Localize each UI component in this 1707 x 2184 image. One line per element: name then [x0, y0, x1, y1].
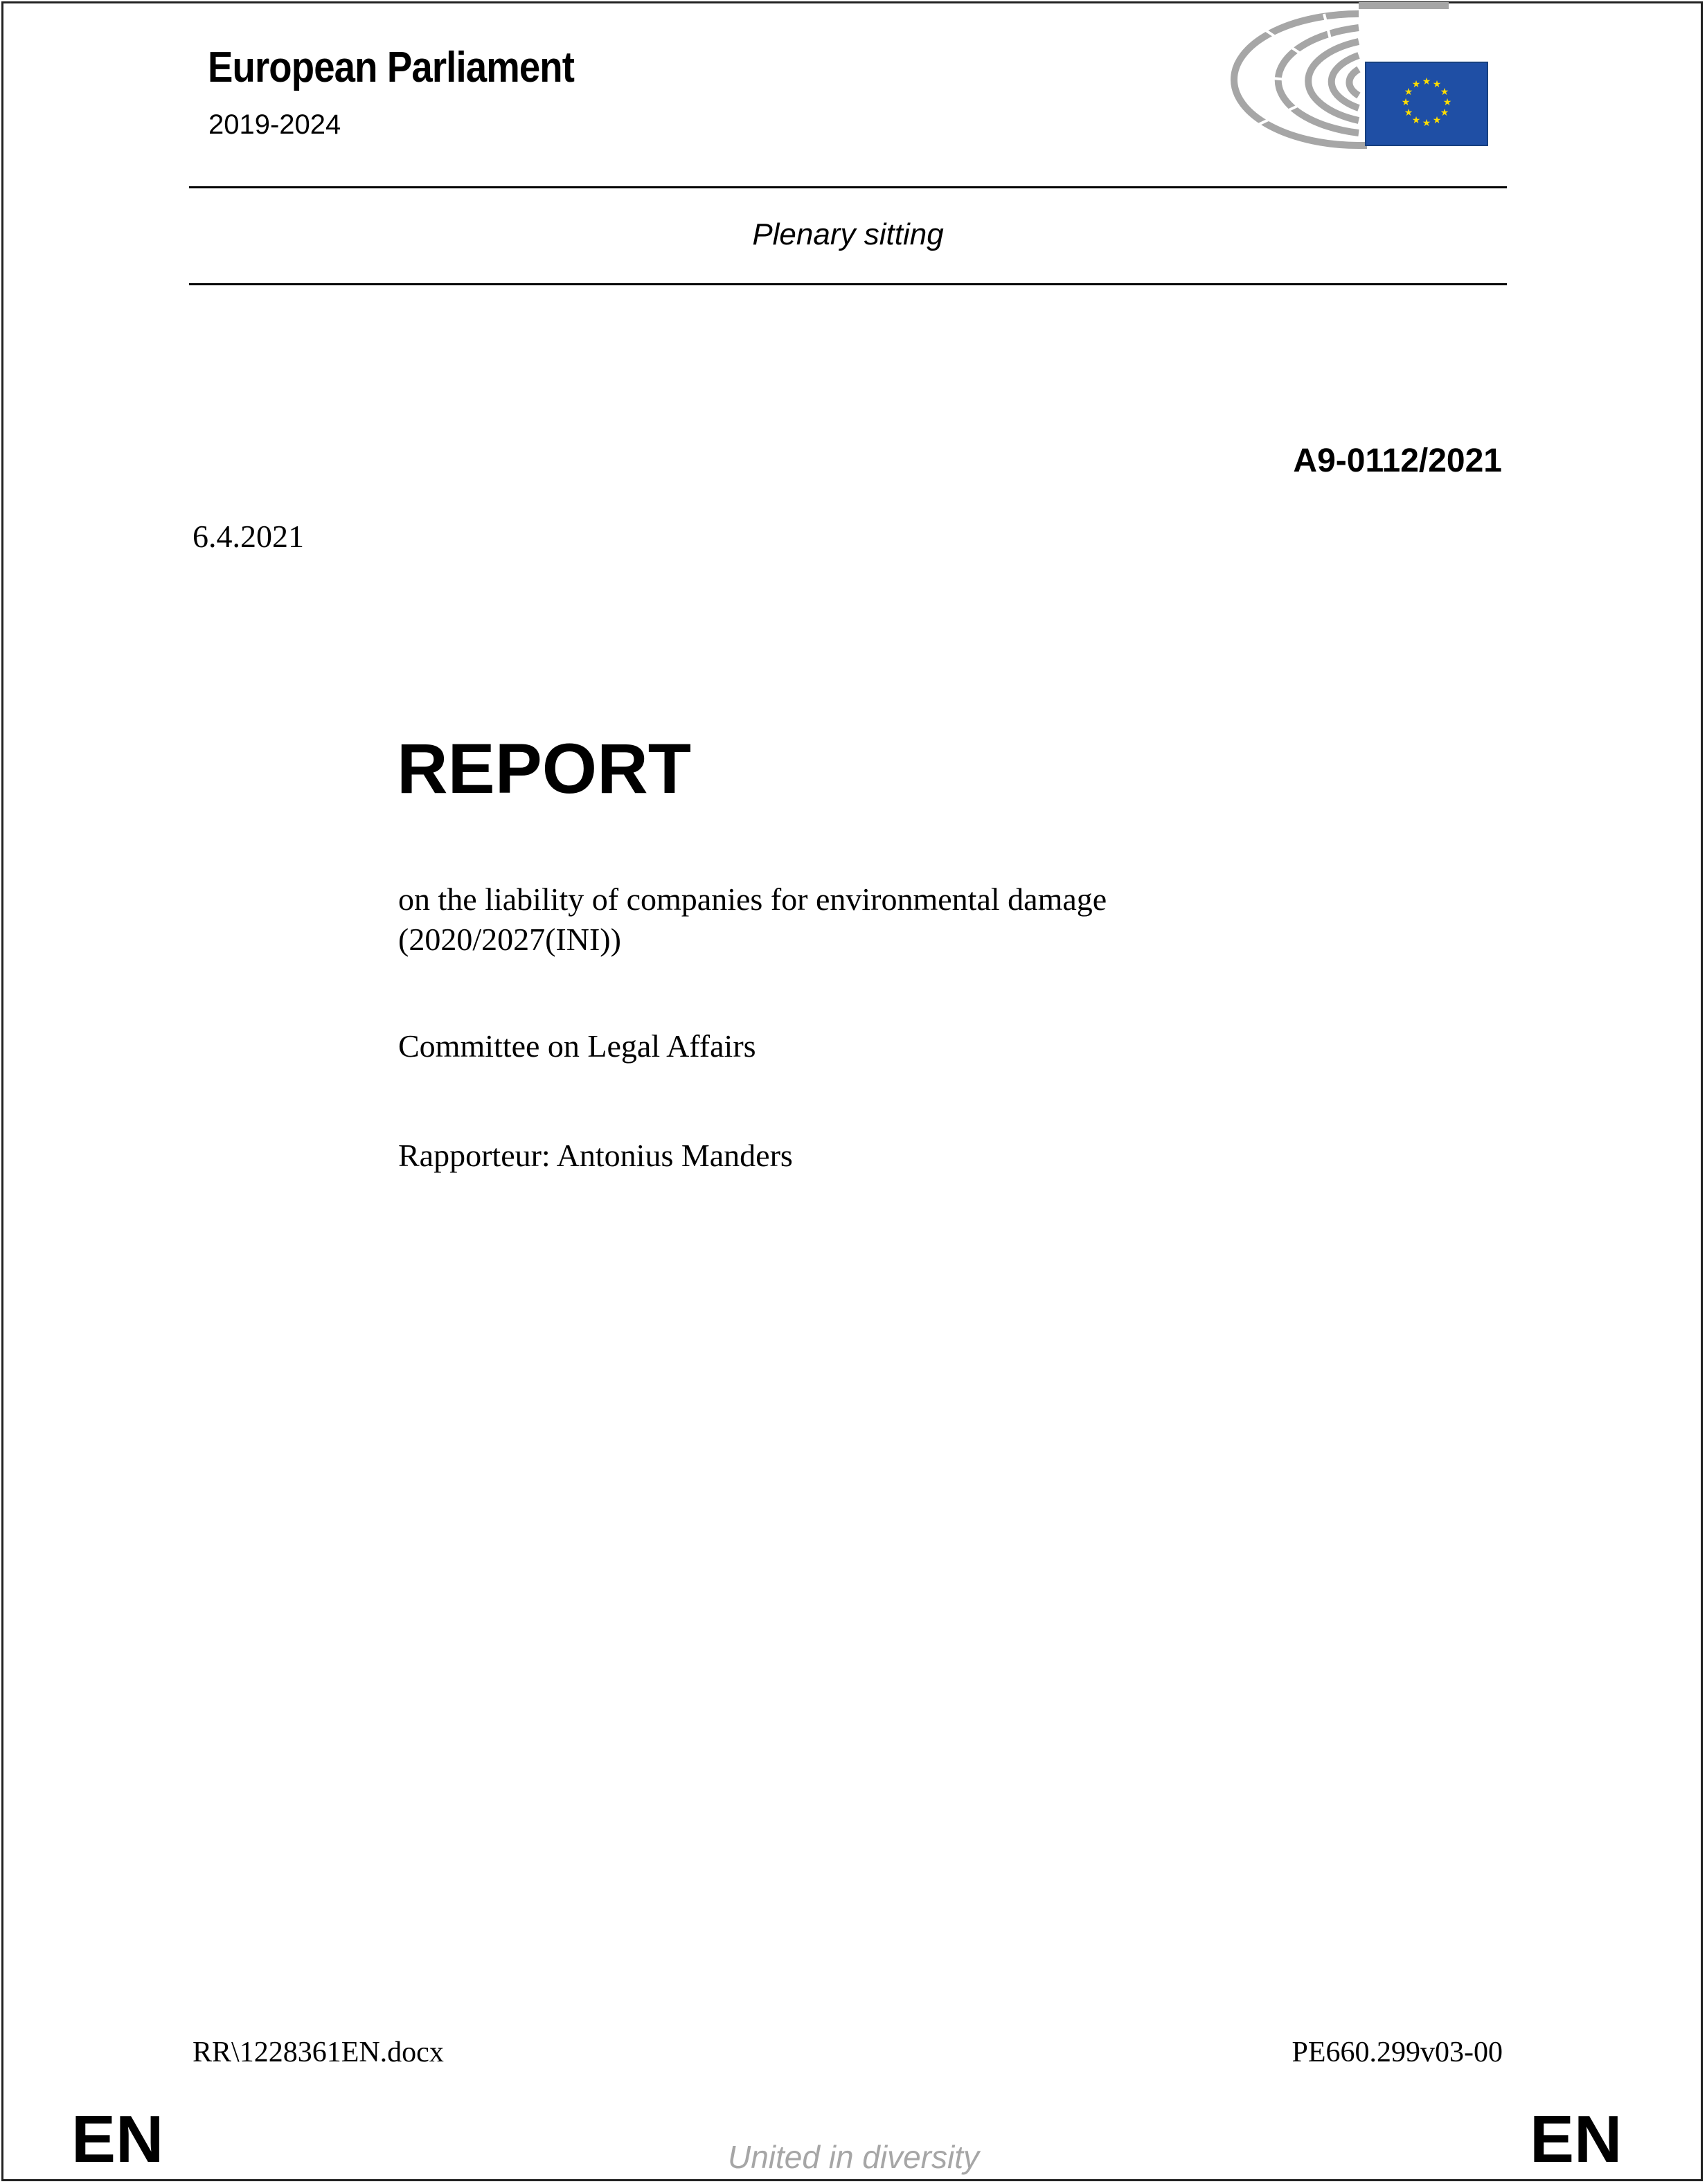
- header-rule-top: [189, 186, 1507, 188]
- svg-text:★: ★: [1422, 76, 1431, 87]
- institution-name: European Parliament: [208, 44, 575, 91]
- svg-text:★: ★: [1401, 97, 1411, 108]
- language-code-right: EN: [1530, 2102, 1623, 2176]
- parliamentary-term: 2019-2024: [208, 109, 341, 140]
- svg-text:★: ★: [1440, 87, 1449, 98]
- eu-flag-icon: [1366, 62, 1487, 145]
- subject-line-1: on the liability of companies for environmental damage: [398, 881, 1107, 917]
- plenary-sitting-label: Plenary sitting: [752, 217, 944, 251]
- motto: United in diversity: [727, 2139, 980, 2175]
- rapporteur: Rapporteur: Antonius Manders: [398, 1138, 793, 1173]
- report-title: REPORT: [397, 729, 692, 808]
- svg-text:★: ★: [1432, 79, 1442, 90]
- svg-text:★: ★: [1411, 79, 1421, 90]
- header-rule-bottom: [189, 283, 1507, 285]
- svg-text:★: ★: [1404, 87, 1413, 98]
- svg-text:★: ★: [1432, 115, 1442, 126]
- file-reference: RR\1228361EN.docx: [193, 2037, 444, 2068]
- report-subject: [398, 879, 1107, 960]
- page-border: [1, 1, 1703, 2181]
- language-code-left: EN: [71, 2102, 164, 2176]
- subject-line-2: (2020/2027(INI)): [398, 922, 621, 957]
- pe-reference: PE660.299v03-00: [1292, 2037, 1503, 2068]
- svg-text:★: ★: [1422, 118, 1431, 129]
- document-number: A9-0112/2021: [1293, 442, 1502, 479]
- european-parliament-logo-icon: [1220, 0, 1490, 152]
- document-date: 6.4.2021: [193, 519, 304, 554]
- svg-text:★: ★: [1440, 107, 1449, 118]
- svg-text:★: ★: [1411, 115, 1421, 126]
- svg-text:★: ★: [1442, 97, 1452, 108]
- committee-name: Committee on Legal Affairs: [398, 1028, 756, 1064]
- svg-text:★: ★: [1404, 107, 1413, 118]
